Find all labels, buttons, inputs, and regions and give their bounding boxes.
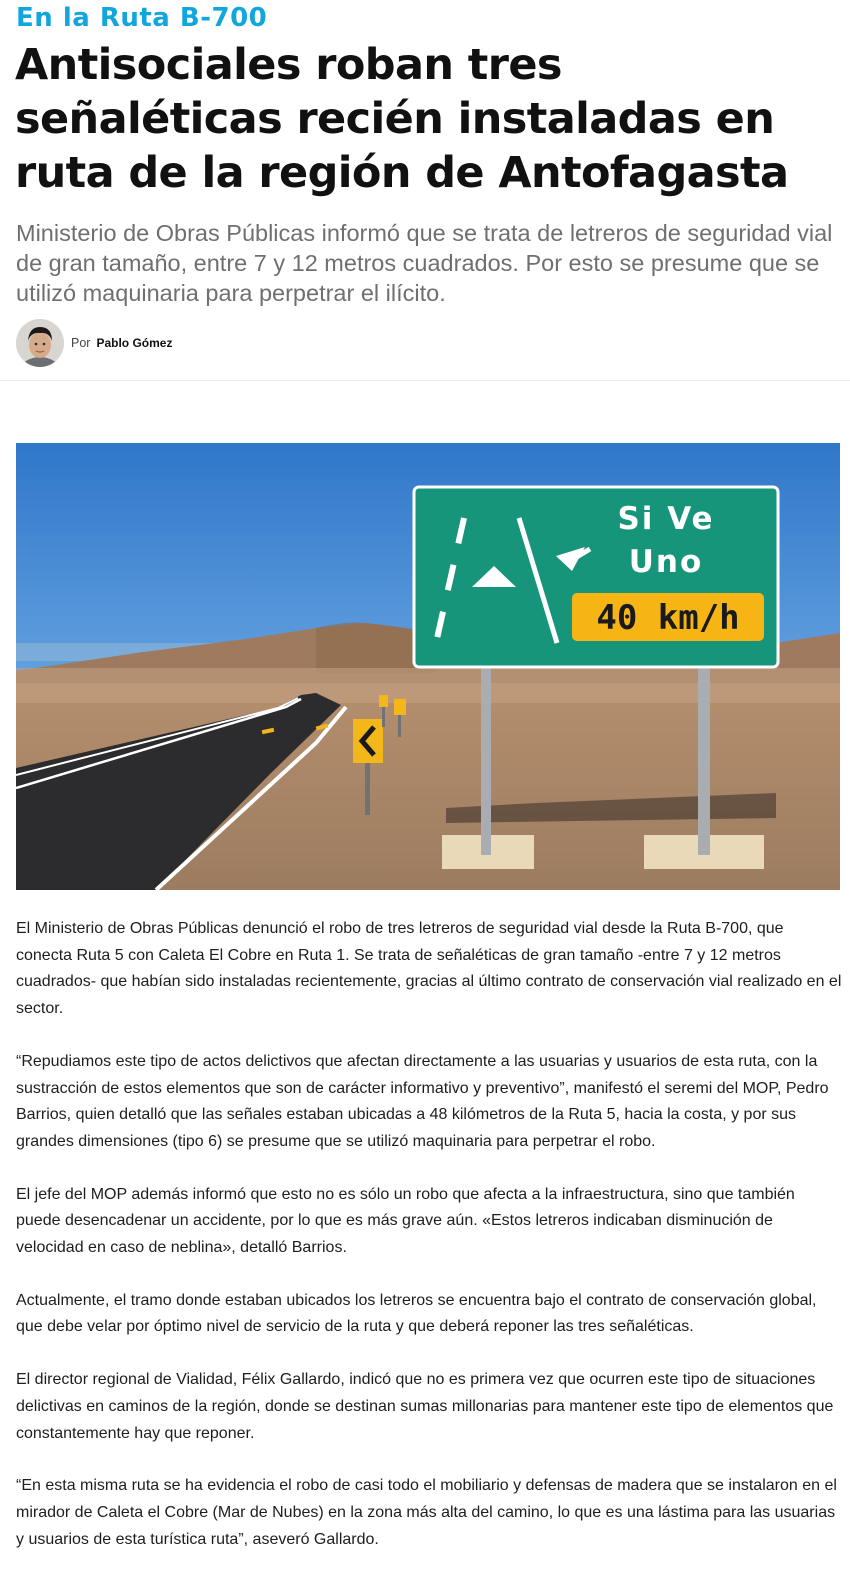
article-image[interactable] xyxy=(16,443,840,890)
sign-text-line2: Uno xyxy=(628,544,704,580)
author-name[interactable]: Pablo Gómez xyxy=(96,336,173,350)
header-divider xyxy=(0,380,850,381)
article-subhead: Ministerio de Obras Públicas informó que se trata de letreros de seguridad vial de gran tamaño, entre 7 y 12 metros cuadrados. Por esto se presume que se utilizó maquinaria para perpetrar el ilícito. xyxy=(16,220,833,306)
article-headline: Antisociales roban tres señaléticas recién instaladas en ruta de la región de Antofagasta xyxy=(15,40,789,198)
byline-prefix: Por xyxy=(71,336,91,350)
article-kicker[interactable]: En la Ruta B-700 xyxy=(16,3,268,33)
paragraph-6: “En esta misma ruta se ha evidencia el robo de casi todo el mobiliario y defensas de madera que se instalaron en el mirador de Caleta el Cobre (Mar de Nubes) en la zona más alta del camino, lo que es una lástima para las usuarias y usuarios de esta turística ruta”, aseveró Gallardo. xyxy=(16,1477,837,1548)
article-body xyxy=(16,916,842,1579)
byline xyxy=(16,318,172,368)
paragraph-3: El jefe del MOP además informó que esto no es sólo un robo que afecta a la infraestructura, sino que también puede desencadenar un accidente, por lo que es más grave aún. «Estos letreros indicaban disminución de velocidad en caso de neblina», detalló Barrios. xyxy=(16,1185,795,1257)
paragraph-4: Actualmente, el tramo donde estaban ubicados los letreros se encuentra bajo el contrato de conservación global, que debe velar por óptimo nivel de servicio de la ruta y que deberá reponer las tres señaléticas. xyxy=(16,1291,817,1336)
paragraph-1: El Ministerio de Obras Públicas denunció el robo de tres letreros de seguridad vial desde la Ruta B-700, que conecta Ruta 5 con Caleta El Cobre en Ruta 1. Se trata de señaléticas de gran tamaño -entre 7 y 12 metros cuadrados- que habían sido instaladas recientemente, gracias al último contrato de conservación vial realizado en el sector. xyxy=(16,920,842,1018)
paragraph-2: “Repudiamos este tipo de actos delictivos que afectan directamente a las usuarias y usuarios de esta ruta, con la sustracción de estos elementos que son de carácter informativo y preventivo”, manifestó el seremi del MOP, Pedro Barrios, quien detalló que las señales estaban ubicadas a 48 kilómetros de la Ruta 5, hacia la costa, y por sus grandes dimensiones (tipo 6) se presume que se utilizó maquinaria para perpetrar el robo. xyxy=(16,1052,829,1150)
sign-speed-text: 40 km/h xyxy=(596,598,740,638)
author-avatar[interactable] xyxy=(16,319,64,367)
paragraph-5: El director regional de Vialidad, Félix Gallardo, indicó que no es primera vez que ocurren este tipo de situaciones delictivas en caminos de la región, donde se destinan sumas millonarias para mantener este tipo de elementos que constantemente hay que reponer. xyxy=(16,1371,834,1442)
sign-text-line1: Si Ve xyxy=(617,501,715,537)
